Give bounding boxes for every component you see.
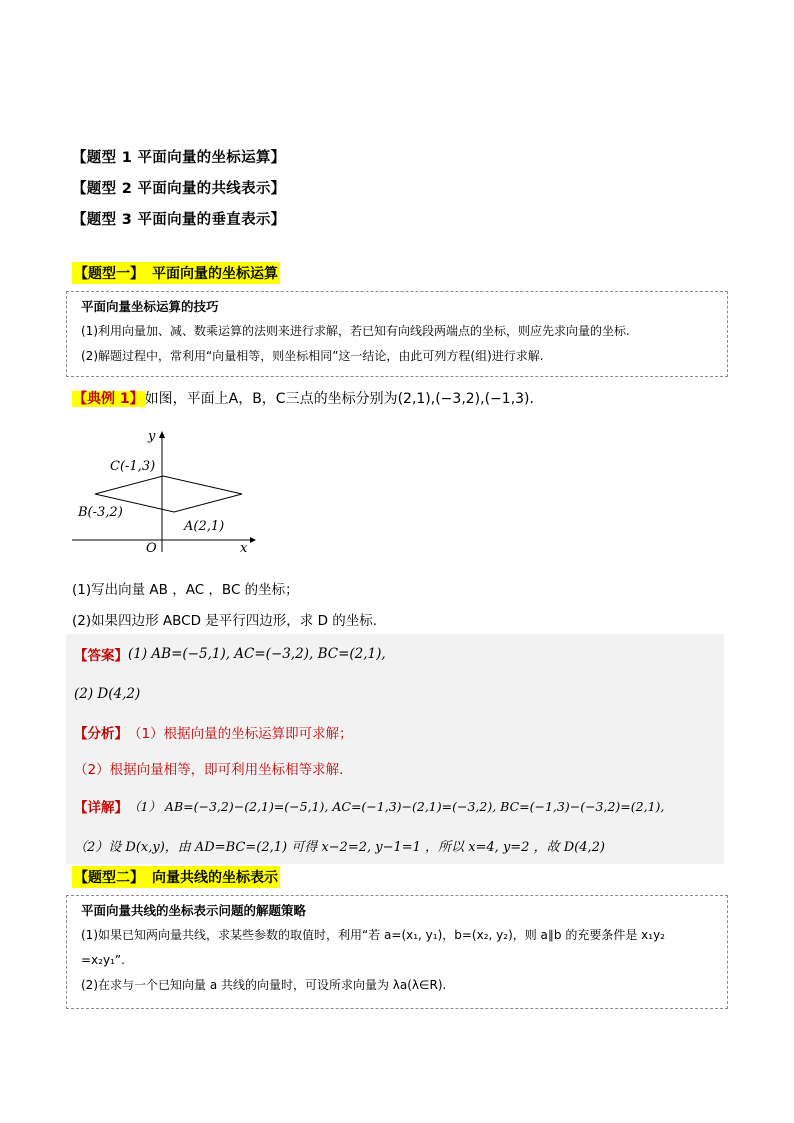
tip-box-1 [66, 291, 728, 377]
y-axis-label: y [148, 429, 156, 444]
tip-line: =x₂y₁”. [81, 953, 125, 967]
section-heading-2 [72, 866, 280, 888]
point-b-label: B(-3,2) [78, 505, 123, 520]
detail-line-1: （1） AB=(−3,2)−(2,1)=(−5,1), AC=(−1,3)−(2,1)=(−3,2), BC=(−1,3)−(−3,2)=(2,1), [128, 799, 665, 814]
question-1: (1)写出向量 AB ，AC ，BC 的坐标； [72, 582, 299, 598]
tip-line: (1)如果已知两向量共线，求某些参数的取值时，利用“若 a=(x₁, y₁)，b=(x₂, y₂)，则 a∥b 的充要条件是 x₁y₂ [81, 928, 665, 942]
y-axis-arrow [159, 431, 165, 438]
answer-line-2: (2) D(4,2) [74, 686, 141, 702]
analysis-line-1: （1）根据向量的坐标运算即可求解； [128, 726, 353, 742]
analysis-row-2 [66, 750, 724, 786]
tip-line: (2)解题过程中，常利用“向量相等，则坐标相同”这一结论，由此可列方程(组)进行求解. [81, 349, 544, 363]
example-1 [72, 388, 534, 408]
example-tag: 【典例 1】 [73, 391, 144, 407]
section-title: 向量共线的坐标表示 [152, 870, 278, 886]
tip-box-2 [66, 895, 728, 1009]
section-label: 【题型二】 [74, 870, 144, 886]
section-label: 【题型一】 [74, 266, 144, 282]
answer-row-1 [66, 634, 724, 674]
coordinate-figure [68, 428, 258, 558]
section-heading-1 [72, 262, 280, 284]
point-c-label: C(-1,3) [110, 459, 156, 474]
tip-title: 平面向量共线的坐标表示问题的解题策略 [81, 903, 307, 918]
toc-item-3: 【题型 3 平面向量的垂直表示】 [72, 212, 286, 228]
detail-tag: 【详解】 [74, 800, 128, 816]
tip-line: (2)在求与一个已知向量 a 共线的向量时，可设所求向量为 λa(λ∈R). [81, 978, 447, 992]
x-axis-arrow [250, 537, 256, 543]
section-title: 平面向量的坐标运算 [152, 266, 278, 282]
detail-row-2 [66, 826, 724, 864]
answer-row-2 [66, 674, 724, 714]
answer-tag: 【答案】 [74, 648, 128, 664]
origin-label: O [146, 541, 157, 556]
point-a-label: A(2,1) [184, 519, 225, 534]
toc-item-1: 【题型 1 平面向量的坐标运算】 [72, 150, 286, 166]
x-axis-label: x [240, 541, 248, 556]
question-2: (2)如果四边形 ABCD 是平行四边形，求 D 的坐标. [72, 613, 378, 629]
detail-line-2: （2）设 D(x,y)，由 AD=BC=(2,1) 可得 x−2=2, y−1=1 ，所以 x=4, y=2 ，故 D(4,2) [74, 839, 605, 855]
analysis-tag: 【分析】 [74, 726, 128, 742]
tip-line: (1)利用向量加、减、数乘运算的法则来进行求解，若已知有向线段两端点的坐标，则应先求向量的坐标. [81, 324, 630, 338]
toc-item-2: 【题型 2 平面向量的共线表示】 [72, 181, 286, 197]
analysis-line-2: （2）根据向量相等，即可利用坐标相等求解. [74, 762, 344, 778]
detail-row-1 [66, 786, 724, 826]
analysis-row-1 [66, 714, 724, 750]
answer-line-1: (1) AB=(−5,1), AC=(−3,2), BC=(2,1), [128, 646, 386, 662]
tip-title: 平面向量坐标运算的技巧 [81, 299, 219, 314]
example-text: 如图，平面上A，B，C三点的坐标分别为(2,1),(−3,2),(−1,3). [144, 391, 534, 407]
